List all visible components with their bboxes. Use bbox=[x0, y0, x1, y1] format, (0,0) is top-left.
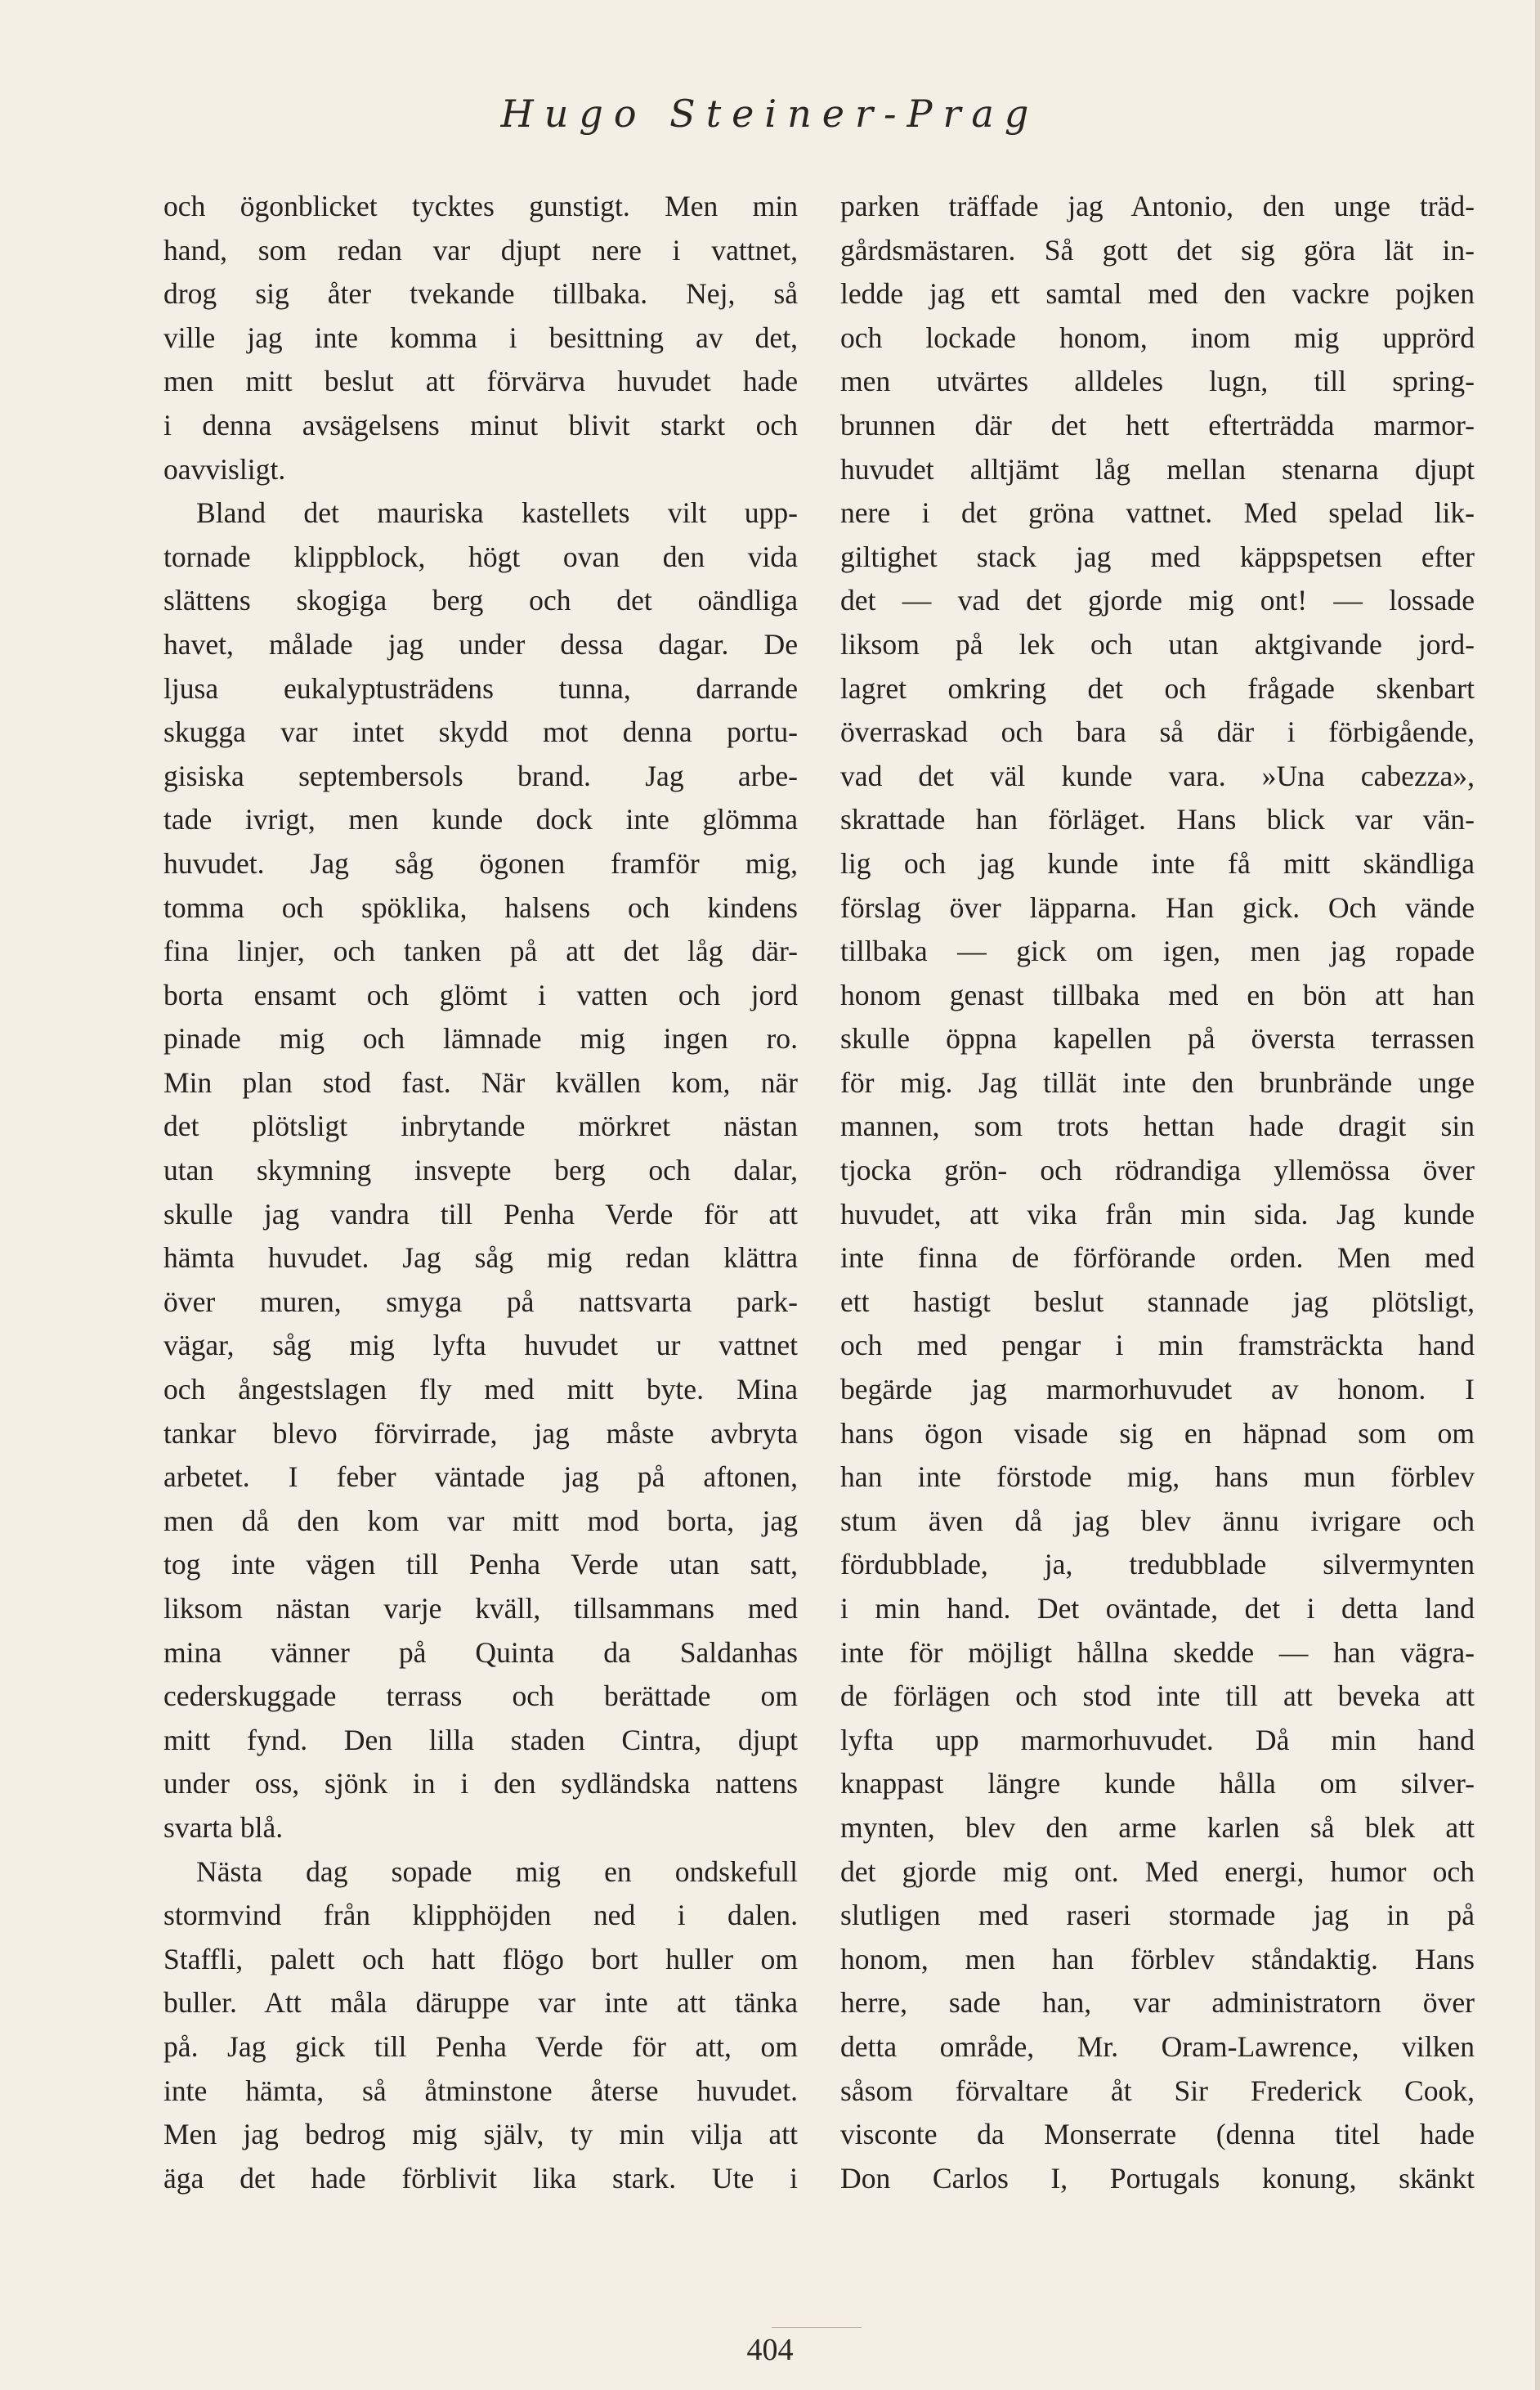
text-line: Bland det mauriska kastellets vilt upp- bbox=[196, 496, 798, 530]
text-line: honom, men han förblev ståndaktig. Hans bbox=[840, 1942, 1475, 1975]
text-line: brunnen där det hett efterträdda marmor- bbox=[840, 408, 1475, 442]
text-line: fördubblade, ja, tredubblade silvermynten bbox=[840, 1548, 1475, 1581]
text-line: detta område, Mr. Oram-Lawrence, vilken bbox=[840, 2029, 1475, 2063]
text-line: hans ögon visade sig en häpnad som om bbox=[840, 1416, 1475, 1450]
text-line: tomma och spöklika, halsens och kindens bbox=[163, 890, 798, 924]
text-line: gårdsmästaren. Så gott det sig göra lät in- bbox=[840, 233, 1475, 267]
text-line: huvudet, att vika från min sida. Jag kunde bbox=[840, 1197, 1475, 1231]
text-line: mina vänner på Quinta da Saldanhas bbox=[163, 1635, 798, 1669]
text-line: på. Jag gick till Penha Verde för att, om bbox=[163, 2029, 798, 2063]
text-line: nere i det gröna vattnet. Med spelad lik- bbox=[840, 496, 1475, 530]
text-line: skrattade han förläget. Hans blick var vän- bbox=[840, 803, 1475, 836]
text-line: buller. Att måla däruppe var inte att tänka bbox=[163, 1986, 798, 2020]
text-line: i min hand. Det oväntade, det i detta land bbox=[840, 1592, 1475, 1625]
text-line: stum även då jag blev ännu ivrigare och bbox=[840, 1504, 1475, 1537]
text-line: och ögonblicket tycktes gunstigt. Men min bbox=[163, 190, 798, 222]
text-line: liksom på lek och utan aktgivande jord- bbox=[840, 627, 1475, 661]
text-line: lyfta upp marmorhuvudet. Då min hand bbox=[840, 1723, 1475, 1756]
text-line: pinade mig och lämnade mig ingen ro. bbox=[163, 1022, 798, 1056]
text-line: tornade klippblock, högt ovan den vida bbox=[163, 540, 798, 573]
text-line: under oss, sjönk in i den sydländska nattens bbox=[163, 1767, 798, 1800]
text-line: oavvisligt. bbox=[163, 452, 286, 486]
text-line: lagret omkring det och frågade skenbart bbox=[840, 671, 1475, 705]
text-line: visconte da Monserrate (denna titel hade bbox=[840, 2118, 1475, 2151]
right-column bbox=[840, 185, 1475, 2200]
text-line: hand, som redan var djupt nere i vattnet, bbox=[163, 233, 798, 267]
text-line: såsom förvaltare åt Sir Frederick Cook, bbox=[840, 2074, 1475, 2107]
text-line: svarta blå. bbox=[163, 1810, 284, 1844]
text-line: drog sig åter tvekande tillbaka. Nej, så bbox=[163, 277, 798, 311]
text-line: huvudet. Jag såg ögonen framför mig, bbox=[163, 846, 798, 880]
text-line: de förlägen och stod inte till att beveka att bbox=[840, 1679, 1475, 1713]
text-line: havet, målade jag under dessa dagar. De bbox=[163, 627, 798, 661]
text-line: mannen, som trots hettan hade dragit sin bbox=[840, 1110, 1475, 1143]
text-line: i denna avsägelsens minut blivit starkt och bbox=[163, 408, 798, 442]
text-line: över muren, smyga på nattsvarta park- bbox=[163, 1285, 798, 1318]
left-column bbox=[163, 185, 798, 2200]
text-line: begärde jag marmorhuvudet av honom. I bbox=[840, 1373, 1475, 1406]
text-line: knappast längre kunde hålla om silver- bbox=[840, 1767, 1475, 1800]
text-line: Don Carlos I, Portugals konung, skänkt bbox=[840, 2161, 1475, 2195]
text-line: ljusa eukalyptusträdens tunna, darrande bbox=[163, 671, 798, 705]
text-line: men utvärtes alldeles lugn, till spring- bbox=[840, 365, 1475, 398]
text-line: giltighet stack jag med käppspetsen efter bbox=[840, 540, 1475, 573]
text-line: ett hastigt beslut stannade jag plötsligt, bbox=[840, 1285, 1475, 1318]
text-line: men då den kom var mitt mod borta, jag bbox=[163, 1504, 798, 1537]
text-line: det gjorde mig ont. Med energi, humor och bbox=[840, 1854, 1475, 1888]
text-line: skulle öppna kapellen på översta terrassen bbox=[840, 1022, 1475, 1056]
text-line: äga det hade förblivit lika stark. Ute i bbox=[163, 2161, 798, 2195]
text-line: mitt fynd. Den lilla staden Cintra, djupt bbox=[163, 1723, 798, 1756]
text-line: honom genast tillbaka med en bön att han bbox=[840, 978, 1475, 1011]
text-line: vad det väl kunde vara. »Una cabezza», bbox=[840, 759, 1475, 792]
text-line: han inte förstode mig, hans mun förblev bbox=[840, 1460, 1475, 1494]
text-line: fina linjer, och tanken på att det låg där- bbox=[163, 935, 798, 968]
text-line: slutligen med raseri stormade jag in på bbox=[840, 1899, 1475, 1932]
text-line: och lockade honom, inom mig upprörd bbox=[840, 321, 1475, 354]
text-line: slättens skogiga berg och det oändliga bbox=[163, 584, 798, 617]
text-line: ledde jag ett samtal med den vackre pojken bbox=[840, 277, 1475, 311]
folio-rule bbox=[772, 2327, 862, 2328]
text-line: överraskad och bara så där i förbigående, bbox=[840, 715, 1475, 749]
text-line: det — vad det gjorde mig ont! — lossade bbox=[840, 584, 1475, 617]
text-line: parken träffade jag Antonio, den unge träd- bbox=[840, 190, 1475, 222]
text-line: utan skymning insvepte berg och dalar, bbox=[163, 1154, 798, 1187]
text-line: inte finna de förförande orden. Men med bbox=[840, 1241, 1475, 1275]
text-line: borta ensamt och glömt i vatten och jord bbox=[163, 978, 798, 1011]
page-edge bbox=[1535, 0, 1540, 2390]
text-line: huvudet alltjämt låg mellan stenarna djupt bbox=[840, 452, 1475, 486]
text-line: för mig. Jag tillät inte den brunbrände unge bbox=[840, 1065, 1475, 1099]
text-line: tade ivrigt, men kunde dock inte glömma bbox=[163, 803, 798, 836]
text-line: skugga var intet skydd mot denna portu- bbox=[163, 715, 798, 749]
text-line: Nästa dag sopade mig en ondskefull bbox=[196, 1854, 798, 1888]
text-line: gisiska septembersols brand. Jag arbe- bbox=[163, 759, 798, 792]
text-line: tog inte vägen till Penha Verde utan satt, bbox=[163, 1548, 798, 1581]
text-line: tjocka grön- och rödrandiga yllemössa över bbox=[840, 1154, 1475, 1187]
text-line: arbetet. I feber väntade jag på aftonen, bbox=[163, 1460, 798, 1494]
text-line: förslag över läpparna. Han gick. Och vände bbox=[840, 890, 1475, 924]
text-line: mynten, blev den arme karlen så blek att bbox=[840, 1810, 1475, 1844]
text-line: cederskuggade terrass och berättade om bbox=[163, 1679, 798, 1713]
text-line: stormvind från klipphöjden ned i dalen. bbox=[163, 1899, 798, 1932]
text-line: liksom nästan varje kväll, tillsammans med bbox=[163, 1592, 798, 1625]
text-line: och med pengar i min framsträckta hand bbox=[840, 1329, 1475, 1362]
text-line: tankar blevo förvirrade, jag måste avbryta bbox=[163, 1416, 798, 1450]
text-line: skulle jag vandra till Penha Verde för att bbox=[163, 1197, 798, 1231]
running-head: Hugo Steiner-Prag bbox=[500, 92, 1040, 136]
text-line: hämta huvudet. Jag såg mig redan klättra bbox=[163, 1241, 798, 1275]
text-line: tillbaka — gick om igen, men jag ropade bbox=[840, 935, 1475, 968]
text-line: men mitt beslut att förvärva huvudet hade bbox=[163, 365, 798, 398]
text-line: Min plan stod fast. När kvällen kom, när bbox=[163, 1065, 798, 1099]
page-number: 404 bbox=[746, 2333, 794, 2367]
text-line: Men jag bedrog mig själv, ty min vilja att bbox=[163, 2118, 798, 2151]
text-line: inte hämta, så åtminstone återse huvudet. bbox=[163, 2074, 798, 2107]
text-line: ville jag inte komma i besittning av det, bbox=[163, 321, 798, 354]
text-line: det plötsligt inbrytande mörkret nästan bbox=[163, 1110, 798, 1143]
text-line: herre, sade han, var administratorn över bbox=[840, 1986, 1475, 2020]
text-line: Staffli, palett och hatt flögo bort huller om bbox=[163, 1942, 798, 1975]
text-line: lig och jag kunde inte få mitt skändliga bbox=[840, 846, 1475, 880]
text-line: inte för möjligt hållna skedde — han vägra- bbox=[840, 1635, 1475, 1669]
text-line: vägar, såg mig lyfta huvudet ur vattnet bbox=[163, 1329, 798, 1362]
text-line: och ångestslagen fly med mitt byte. Mina bbox=[163, 1373, 798, 1406]
